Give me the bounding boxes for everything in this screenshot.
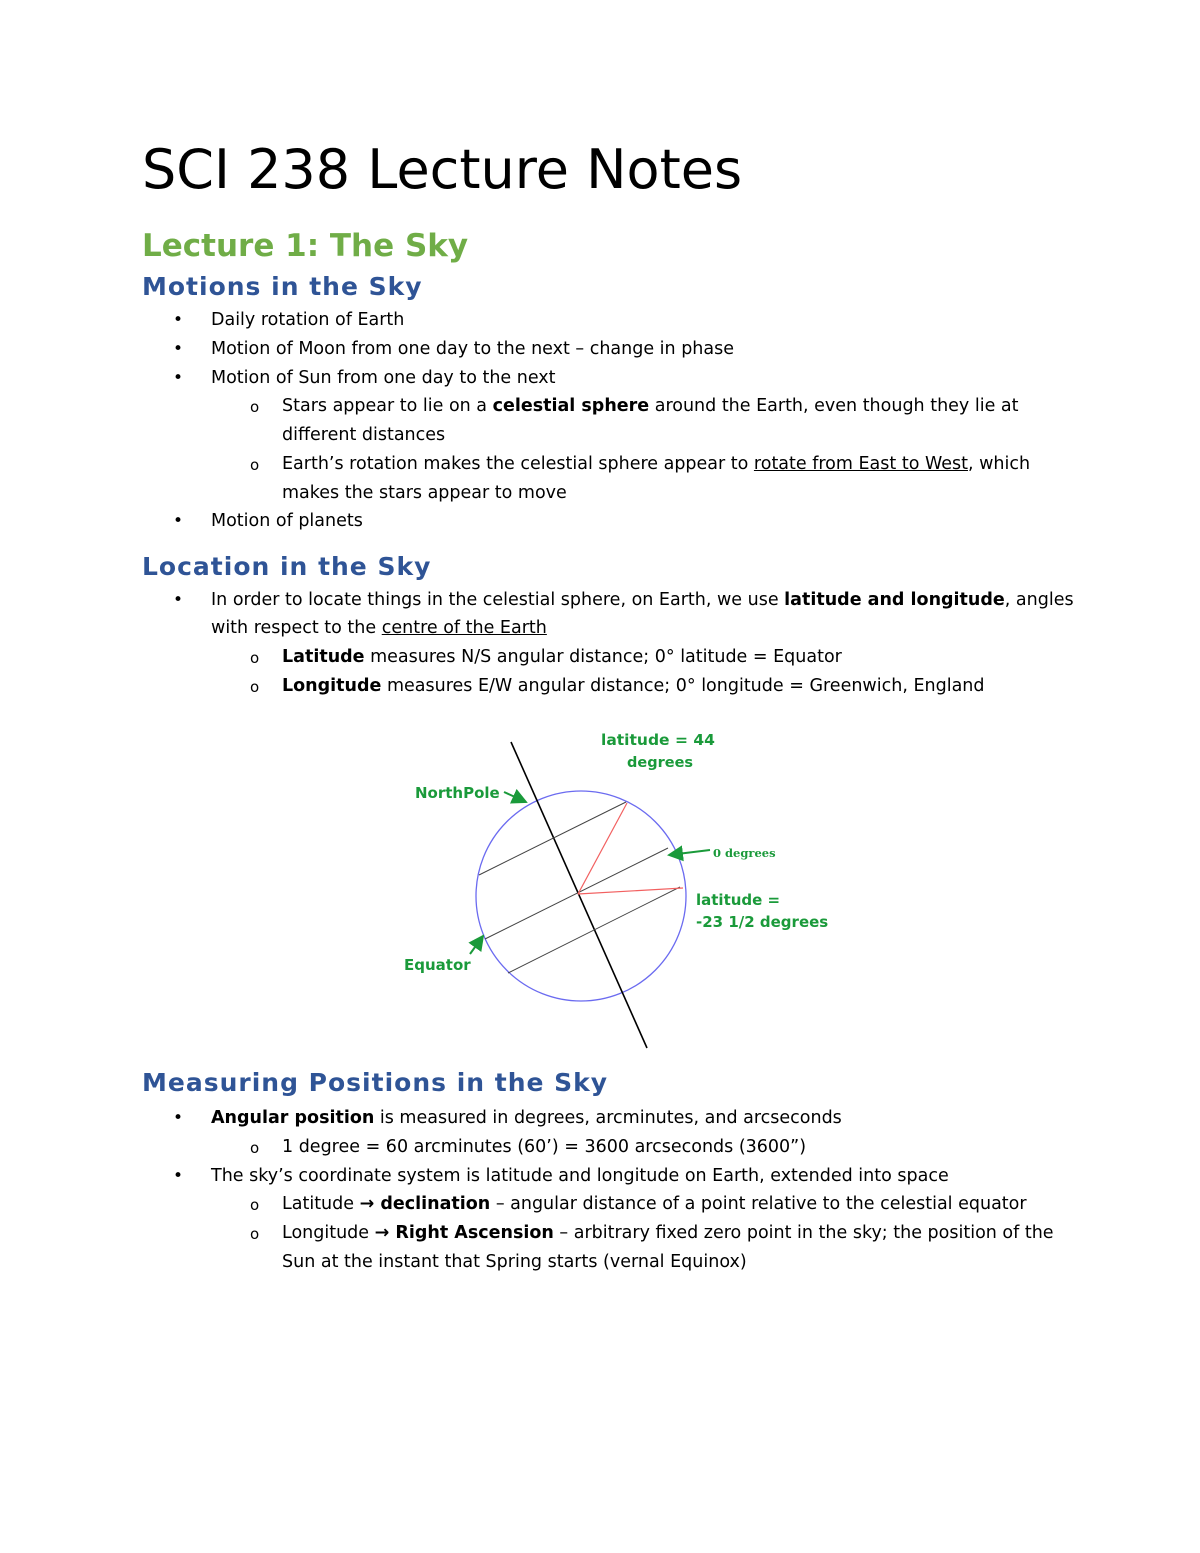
bullet-marker: •: [173, 368, 184, 388]
sub-bullet-marker: o: [250, 649, 260, 667]
sub-bullet-marker: o: [250, 1139, 260, 1157]
term-latitude: Latitude: [282, 647, 365, 667]
label-latitude-negative: latitude =: [696, 891, 781, 909]
latitude-line: [479, 802, 626, 875]
list-item: Daily rotation of Earth: [211, 310, 405, 330]
term-longitude: Longitude: [282, 676, 382, 696]
sub-bullet-marker: o: [250, 1196, 260, 1214]
label-northpole: NorthPole: [415, 784, 500, 802]
sub-list-item: Latitude measures N/S angular distance; 0° latitude = Equator: [282, 647, 842, 667]
section-heading-motions: Motions in the Sky: [142, 272, 423, 301]
list-item: Motion of Moon from one day to the next – change in phase: [211, 339, 735, 359]
arrow-glyph: →: [374, 1223, 390, 1243]
bullet-marker: •: [173, 590, 184, 610]
label-latitude-44: latitude = 44: [601, 731, 715, 749]
list-item: The sky’s coordinate system is latitude and longitude on Earth, extended into space: [211, 1166, 949, 1186]
sub-bullet-marker: o: [250, 456, 260, 474]
bullet-marker: •: [173, 339, 184, 359]
sub-list-item-continuation: makes the stars appear to move: [282, 483, 567, 503]
sub-list-item: Latitude → declination – angular distance of a point relative to the celestial equator: [282, 1194, 1027, 1214]
term-angular-position: Angular position: [211, 1108, 375, 1128]
term-celestial-sphere: celestial sphere: [492, 396, 650, 416]
sub-list-item: Longitude measures E/W angular distance; 0° longitude = Greenwich, England: [282, 676, 985, 696]
document-title: SCI 238 Lecture Notes: [142, 138, 743, 201]
sub-list-item: Earth’s rotation makes the celestial sphere appear to rotate from East to West, which: [282, 454, 1031, 474]
bullet-marker: •: [173, 1166, 184, 1186]
term-declination: declination: [374, 1194, 491, 1214]
equator-arrow: [470, 936, 483, 954]
sub-list-item: Stars appear to lie on a celestial sphere around the Earth, even though they lie at: [282, 396, 1019, 416]
rotation-axis-line: [511, 742, 647, 1048]
label-latitude-negative-value: -23 1/2 degrees: [696, 913, 829, 931]
bullet-marker: •: [173, 310, 184, 330]
sub-bullet-marker: o: [250, 398, 260, 416]
list-item: Motion of Sun from one day to the next: [211, 368, 556, 388]
sub-list-item: 1 degree = 60 arcminutes (60’) = 3600 arcseconds (3600”): [282, 1137, 807, 1157]
sub-list-item-continuation: Sun at the instant that Spring starts (vernal Equinox): [282, 1252, 747, 1272]
bullet-marker: •: [173, 511, 184, 531]
label-equator: Equator: [404, 956, 471, 974]
list-item: Motion of planets: [211, 511, 363, 531]
underlined-phrase: rotate from East to West: [753, 454, 968, 474]
bullet-marker: •: [173, 1108, 184, 1128]
latitude-diagram-svg: [398, 722, 838, 1052]
latitude-diagram: [398, 722, 838, 1052]
list-item: In order to locate things in the celestial sphere, on Earth, we use latitude and longitude, angles: [211, 590, 1074, 610]
underlined-phrase: centre of the Earth: [381, 618, 547, 638]
term-latitude-longitude: latitude and longitude: [784, 590, 1005, 610]
arrow-glyph: →: [359, 1194, 375, 1214]
label-zero-degrees: 0 degrees: [713, 846, 776, 860]
equator-line: [485, 848, 668, 939]
sub-bullet-marker: o: [250, 1225, 260, 1243]
term-right-ascension: Right Ascension: [389, 1223, 554, 1243]
lecture-heading: Lecture 1: The Sky: [142, 228, 469, 264]
label-latitude-44-unit: degrees: [627, 755, 694, 771]
section-heading-measuring: Measuring Positions in the Sky: [142, 1068, 609, 1097]
earth-circle: [476, 791, 686, 1001]
sub-list-item-continuation: different distances: [282, 425, 446, 445]
latitude-line: [508, 887, 680, 973]
sub-list-item: Longitude → Right Ascension – arbitrary fixed zero point in the sky; the position of the: [282, 1223, 1054, 1243]
list-item: Angular position is measured in degrees, arcminutes, and arcseconds: [211, 1108, 842, 1128]
sub-bullet-marker: o: [250, 678, 260, 696]
list-item-continuation: with respect to the centre of the Earth: [211, 618, 547, 638]
section-heading-location: Location in the Sky: [142, 552, 432, 581]
northpole-arrow: [504, 792, 526, 802]
